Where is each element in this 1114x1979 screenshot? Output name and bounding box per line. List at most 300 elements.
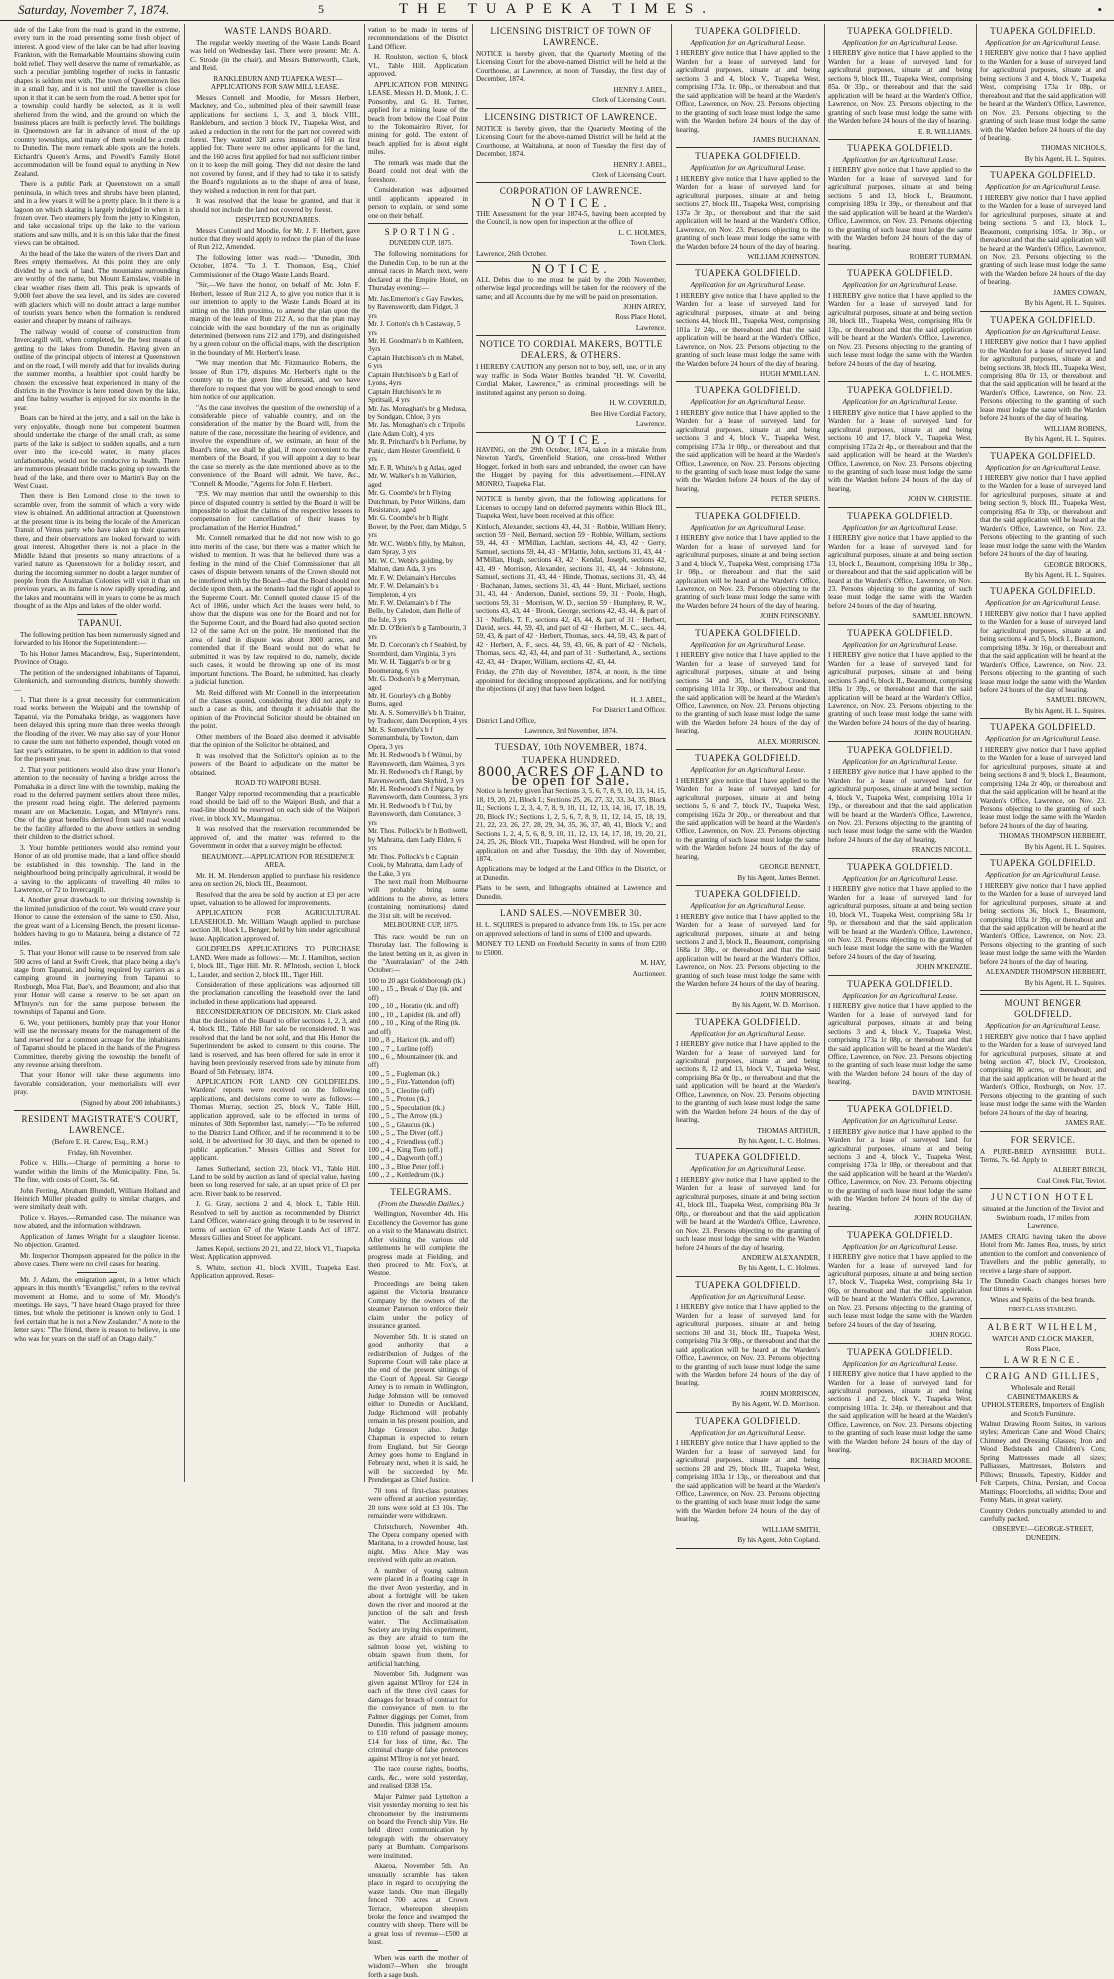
column-rule [472,24,473,1482]
notice-signature: JOHN ROUGHAN. [914,729,972,738]
notice-body-start: I HEREBY give notice that I have applied to the Warden for a lease of surveyed land for agricultural purposes, situate at and [676,534,820,560]
notice-body-details: being sections 36, block I., Beaumont, comprising 103a 1r 39p, or thereabout [980,907,1106,924]
notice-body [676,651,820,736]
divider [828,1100,972,1101]
notice-signature: FRANCIS NICOLL. [911,846,972,855]
signature: (Signed by about 200 inhabitants.) [80,1098,180,1107]
notice-subheading: Application for an Agricultural Lease. [690,1164,806,1174]
betting-entry: 100 ,, 4 ,, Friendless (off.) [368,1137,443,1146]
notice-signature: DAVID M'INTOSH. [912,1088,972,1097]
column-rule [364,24,365,1482]
notice-heading: TUAPEKA GOLDFIELD. [990,722,1096,733]
notice-body-end: and that the said application will be heard at the Warden's Office, Lawrence, on Nov. 23. Persons objecting to the granting of such lease must lodge the same with the Warden before 24 hours of the day of hearing. [980,91,1106,142]
heading-cordial: NOTICE TO CORDIAL MAKERS, BOTTLE DEALERS, & OTHERS. [479,339,663,361]
notice-label: NOTICE. [531,431,611,447]
signature: Auctioneer. [632,969,666,978]
notice-heading: TUAPEKA GOLDFIELD. [847,26,953,36]
lease-notice [676,151,820,265]
betting-entry: 100 ,, 10 ,, King of the Ring (tk. and off) [368,1019,461,1036]
betting-entry: 100 ,, 15 ,, Break o' Day (tk. and off) [368,985,462,1002]
notice-signature: SAMUEL BROWN, [1046,696,1106,705]
notice-subheading: Application for an Agricultural Lease. [985,182,1101,192]
notice-body-start: I HEREBY give notice that I have applied to the Warden for a lease of surveyed land for agricultural purposes, situate at and [676,776,820,802]
lease-notice [676,628,820,750]
signature: L. C. HOLMES, [618,228,666,237]
lease-notice [828,1104,972,1226]
article-paragraph: It was resolved that the reservation recommended be approved of, and the matter was referred to the Government in order that a survey might be effected. [190,825,360,851]
notice-body-end: and that the said application will be heard at the Warden's Office, Lawrence, on Nov. 23. Persons objecting to the granting of such lease must lodge the same with the Warden before 24 hours of the day of hearing. [980,643,1107,694]
notice-body: The Dunedin Coach changes horses here four times a week. [980,1277,1106,1294]
notice-body [676,292,820,368]
address: OBSERVE!—GEORGE-STREET, DUNEDIN. [992,1525,1094,1542]
notice-body-end: and that the said application will be heard at the Warden's Office, Lawrence, on Nov. 23. Persons objecting to the granting of such lease must lodge the same with the Warden before 24 hours of the day of hearing. [828,200,973,251]
subheading: (From the Dunedin Dailies.) [378,1198,464,1208]
betting-entry: 100 to 20 agst Goldsborough (tk.) [368,976,466,985]
newspaper-title: THE TUAPEKA TIMES. [398,1,716,17]
notice-signature: ROBERT TURMAN. [909,252,972,261]
notice-body-end: and that the said application will be heard at the Warden's Office, Lawrence, on Nov. 23. Persons objecting to the granting of such lease must lodge the same with the Warden before 24 hours of the day of hearing. [828,568,972,610]
betting-entry: 100 ,, 4 ,, King Tom (off.) [368,1146,443,1154]
notice-body-end: and that the said application will be heard at the Warden's Office, Lawrence, on Nov. 23. Persons objecting to the granting of such lease must lodge the same with the Warden before 24 hours of the day of hearing. [676,208,821,251]
notice-body-end: and that the said application will be heard at the Warden's Office, Lawrence, on Nov. 23. Persons objecting to the granting of such lease must lodge the same with the Warden before 24 hours of the day of hearing. [828,919,972,961]
notice-body [828,49,972,125]
signature: H. W. COVERILD, [609,399,666,408]
notice-agent: By his Agent, L. C. Holmes. [738,1137,820,1146]
notice-body [676,49,820,134]
lease-notice [828,1230,972,1344]
notice-body-start: I HEREBY give notice that I have applied to the Warden for a lease of surveyed land for agricultural purposes, situate at and [676,651,820,677]
divider [980,1367,1106,1368]
article-paragraph: November 5th. It is stated on good authority that a redistribution of Judges of the Supreme Court will take place at the end of the present sittings of the Court of Appeal. Sir George Arney is to remain in Wellington, Judge Johnston will be removed either to Dunedin or Auckland, Judge Richmond will probably remain in his present position, and Judge Gresson also. Judge Chapman is expected to return from England, but Sir George Arney goes home to England in February next, when it is said, he will be succeeded by Mr. Prendergast as Chief Justice. [368,1332,468,1485]
signature: HENRY J. ABEL, [613,85,666,94]
notice-signature: WILLIAM JOHNSTON. [747,252,820,261]
notice-body [676,777,820,862]
notice-subheading: Application for an Agricultural Lease. [842,990,958,1000]
notice-body-start: I HEREBY give notice that I have applied to the Warden for a lease of surveyed land for agricultural purposes, situate at and [828,651,972,677]
notice-agent: By his Agent, James Bennet. [737,873,820,882]
notice-heading: TUAPEKA GOLDFIELD. [695,510,801,521]
notice-body-end: and that the said application will be heard at the Warden's Office, Lawrence, on Nov. 23. Persons objecting to the granting of such lease must lodge the same with the Warden before 24 hours of the day of hearing. [828,83,972,126]
notice-subheading: Application for an Agricultural Lease. [690,1028,806,1038]
column-3 [368,26,469,1979]
heading-watchmaker: ALBERT WILHELM, [987,1321,1099,1332]
heading-licensing-town: LICENSING DISTRICT OF TOWN OF LAWRENCE. [490,26,652,47]
divider [828,624,972,625]
notice-agent: By his Agent, H. L. Squires. [1024,706,1106,715]
notice-signature: THOMAS NICHOLS, [1040,144,1106,153]
article-paragraph: Ranger Valpy reported recommending that a practicable road should be laid off to the Waipori Bush, and that a road-line should be reserved on each side of the Waipori river, in block XV., Maungatua. [190,789,360,823]
notice-subheading: Application for an Agricultural Lease. [842,1241,958,1251]
notice-subheading: Application for an Agricultural Lease. [690,397,806,407]
divider [476,904,666,905]
notice-body-end: and that the said application will be heard at the Warden's Office, Lawrence, on Nov. 23. Persons objecting to the granting of such lease must lodge the same with the Warden before 24 hours of the day of hearing. [980,915,1106,966]
notice-body-details: being section 41, block III., Tuapeka West, comprising 80a 3r 08p., or thereabout [676,1192,821,1218]
notice-body-start: I HEREBY give notice that I have applied to the Warden for a lease of surveyed land for agricultural purposes, situate at and [980,881,1106,907]
notice-date: District Land Office, [476,716,536,725]
notice-body-start: I HEREBY give notice that I have applied to the Warden for a lease of surveyed land for agricultural purposes, situate at and [676,174,820,200]
notice-body [676,1439,820,1524]
issue-date: Saturday, November 7, 1874. [18,2,170,17]
article-paragraph: Other members of the Board also deemed it advisable that the opinion of the Solicitor be obtained, and [190,732,360,750]
notice-body-start: I HEREBY give notice that I have applied to the Warden for a lease of surveyed land for agricultural purposes, situate at and [828,166,972,192]
subheading: RANKLEBURN AND TUAPEKA WEST—APPLICATIONS FOR SAW MILL LEASE. [210,74,343,92]
nomination-entry: Mr. G. Coombe's br h Flying Dutchman, by Peter Wilkins, dam Resistance, aged [368,489,466,515]
nomination-entry: Mr. J. Cotton's ch h Castaway, 5 yrs [368,320,461,337]
betting-list [368,977,468,1180]
notice-heading: TUAPEKA GOLDFIELD. [847,627,953,638]
notice-body: Friday, the 27th day of November, 1874, at noon, is the time appointed for deciding unopposed applications, and for notifying the objections (if any) that have been lodged. [476,668,666,694]
notice-body-start: I HEREBY give notice that I have applied to the Warden for a lease of surveyed land for agricultural purposes, situate at and [828,1127,972,1153]
divider [476,182,666,183]
notice-body-details: being sections 38, block III., Tuapeka West, comprising 80a 0r 13, or thereabout [980,363,1106,380]
lease-notice [676,26,820,148]
notice-body [676,175,820,251]
notice-body-end: and that the said application will be heard at the Warden's Office, Lawrence, on Nov. 23. Persons objecting to the granting of such lease must lodge the same with the Warden before 24 hours of the day of hearing. [828,802,973,844]
notice-label: NOTICE. [531,195,611,211]
notice-signature: JOHN ROUGHAN. [914,1214,972,1223]
betting-entry: 100 ,, 2 ,, Kettledrum (tk.) [368,1171,444,1180]
heading-land-sales: LAND SALES.—NOVEMBER 30. [499,908,642,919]
notice-body-end: and that the said application will be heard at the Warden's Office, Lawrence, on Nov. 23. Persons objecting to the granting of such lease must lodge the same with the Warden before 24 hours of the day of hearing. [676,1337,821,1388]
notice-body-start: I HEREBY give notice that I have applied to the Warden for a lease of surveyed land for agricultural purposes, situate at and [828,1002,972,1028]
heading-rm-court: RESIDENT MAGISTRATE'S COURT, LAWRENCE. [21,1114,179,1136]
nomination-entry: Captain Hutchison's b g Earl of Lyons, 4yrs [368,370,459,388]
notice-body: HAVING, on the 29th October, 1874, taken in a mistake from Newton Yard's, Greenfield Station, one cross-bred Wether Hogget, forked in both ears and unbranded, the owner can have the Hogget by paying for this advertisement.—FINLAY MONRO, Tuapeka Flat. [476,445,666,488]
notice-agent: By his Agent, H. L. Squires. [1024,154,1106,163]
notice-body: Wines and Spirits of the best brands. [990,1295,1096,1304]
divider [828,741,972,742]
divider [676,381,820,382]
article-paragraph: The following nominations for the Dunedin Cup, to be run at the annual races in March next, were declared at the Empire Hotel, on Thursday evening:— [368,250,468,293]
lease-notice [980,722,1106,855]
signature: Lawrence. [635,420,666,429]
notice-heading: TUAPEKA GOLDFIELD. [847,744,953,755]
notice-body [676,1303,820,1388]
article-paragraph: 70 tons of first-class potatoes were offered at auction yesterday. 20 tons were sold at £3 10s. The remainder were withdrawn. [368,1486,468,1521]
article-paragraph: vation to be made in terms of recommendations of the District Land Officer. [368,26,468,51]
article-paragraph: A number of young salmon were placed in a floating cage in the river Avon yesterday, and in about a fortnight will be taken down the river and moored at the junction of the salt and fresh water. The Acclimatisation Society are trying this experiment, as they are afraid to turn the salmon loose yet, wishing to obtain spawn from them, for artificial hatching. [368,1566,468,1668]
notice-agent: By his Agent, John Copland. [737,1536,820,1545]
article-paragraph: That your Honor will take these arguments into favorable consideration, your memorialists will ever pray. [14,1071,180,1097]
notice-subheading: Application for an Agricultural Lease. [690,163,806,173]
notice-signature: GEORGE BENNET, [759,863,820,872]
notice-heading: TUAPEKA GOLDFIELD. [695,627,801,638]
notice-body-end: and that the said application will be heard at the Warden's Office, Lawrence, on Nov. 23. Persons objecting to the granting of such lease must lodge the same with the Warden before 24 hours of the day of hearing. [676,1473,821,1524]
article-paragraph: At the head of the lake the waters of the rivers Dart and Rees empty themselves. At this point they are only divided by a neck of land. The mountains surrounding are worthy of the name, but Mount Earnslaw, visible in clear weather rises them all. This peak is upwards of 9,000 feet above the sea level, and its sides are covered with glaciers which will no doubt attract a large number of tourists years hence when the formation is rendered easier and cheaper by means of railways. [14,249,180,326]
notice-body [980,882,1106,967]
article-paragraph: When was earth the mother of wisdom?—When she brought forth a sage bush. [368,1953,468,1979]
article-paragraph: Christchurch, November 4th. The Opera company opened with Maritana, to a crowded house, last night. Miss Alice May was received with quite an ovation. [368,1522,468,1565]
nominations-list [368,295,468,878]
divider [476,108,666,109]
notice-body-end: and that the said application will be heard at the Warden's Office, Lawrence, on Nov. 23. Persons objecting to the granting of such lease must lodge the same with the Warden before 24 hours of the day of hearing. [828,1161,972,1212]
article-paragraph: 1. That there is a great necessity for communication road works between the Waipahi and the township of Tapanui, via the Pomahaka bridge, as waggoners have been delayed this spring more than three weeks through the flooding of the river. We may also say of your Honor to cause the sum not hitherto expended, though voted on last year's estimates, to be spent in addition to that voted for the present year. [14,695,180,764]
notice-body-details: being sections 28 and 29, block III., Tuapeka West, comprising 103a 1r 13p., or thereabout [676,1456,821,1482]
notice-heading: TUAPEKA GOLDFIELD. [847,1229,953,1240]
notice-body [828,651,972,727]
lease-notice [828,385,972,507]
notice-body [676,534,820,610]
notice-body-start: I HEREBY give notice that I have applied to the Warden for a lease of surveyed land for agricultural purposes, situate at and [980,338,1106,364]
column-rule [976,24,977,1482]
notice-body-start: I HEREBY give notice that I have applied to the Warden for a lease of surveyed land for agricultural purposes, situate at and [676,408,820,434]
notice-body-end: and that the said application will be heard at the Warden's Office, Lawrence, on Nov. 23. Persons objecting to the granting of such lease must lodge the same with the Warden before 24 hours of the day of hearing. [676,325,821,368]
column-rule [671,24,672,1482]
nomination-entry: Mr. H. Redwood's ch f Rangi, by Ravensworth, dam Skybird, 3 yrs [368,768,465,785]
notice-body-details: being sections 3 and 4, block V., Tuapeka West, comprising 173a 1r 08p., or thereabout [676,425,821,451]
heading-service: FOR SERVICE. [1010,1134,1076,1145]
article-paragraph: Messrs Connell and Moodie, for Messrs Herbert, Mackney, and Co., submitted plea of their sawmill lease applications for sections 1, 3, and 3, block VIII., Rankleburn, and section 3 block IV., Tuapeka West, and asked a reduction in the rent for the part not covered with forest. They wanted 320 acres instead of 160 as first applied for. There were no other applicants for the land, and the 160 acres first applied for had not sufficient timber on it to keep the mill going. They did not desire the land not covered by forest, and if they had to take it to satisfy the Board's regulations as to the shape of area of lease, they wished a reduction in rent for that part. [190,93,360,195]
article-paragraph: The following petition has been numerously signed and forwarded to his Honor the Superintendent:— [14,630,180,648]
divider [828,1226,972,1227]
notice-subheading: Application for an Agricultural Lease. [690,1291,806,1301]
notice-signature: JOHN W. CHRISTIE. [908,495,972,504]
notice-body-end: and that the said application will be heard at the Warden's Office, Lawrence, on Nov. 23. Persons objecting to the granting of such lease must lodge the same with the Warden before 24 hours of the day of hearing. [676,1073,820,1125]
article-paragraph: APPLICATION FOR AGRICULTURAL LEASEHOLD. Mr. William Waugh applied to purchase section 38, block I., Benger, held by him under agricultural lease. Application approved of. [190,909,360,943]
page-number: 5 [318,2,324,16]
article-paragraph: "Sir,—We have the honor, on behalf of Mr. John F. Herbert, lessee of Run 212 A, to give you notice that it is our intention to apply to the Waste Lands Board at its sitting on the 18th proximo, to amend the plan upon the margin of the lease of Run 212 A, so that the plan may coincide with the east boundary of the run as originally determined (between runs 212 and 179), and distinguished by a green colour on the official maps, with the description in the boundary of Mr. Herbert's lease. [190,281,360,357]
notice-body-start: I HEREBY give notice that I have applied to the Warden for a lease of surveyed land for agricultural purposes, situate at and [828,1253,972,1279]
signature: HENRY J. ABEL, [613,160,666,169]
notice-heading: TUAPEKA GOLDFIELD. [695,1415,801,1426]
subheading: BEAUMONT.—APPLICATION FOR RESIDENCE AREA. [201,852,355,870]
notice-body-details: being sections 5 and 13, block I., Beaumont, comprising 105a. 1r 36p., or thereabout [980,219,1106,245]
notice-body [676,409,820,494]
subheading: LAWRENCE. [1003,1354,1083,1365]
notice-heading: TUAPEKA GOLDFIELD. [990,450,1096,461]
lease-notice [828,26,972,140]
heading-sporting: SPORTING. [384,226,458,237]
corner-bullet: • [1097,2,1102,17]
heading-craig-gillies: CRAIG AND GILLIES, [985,1371,1101,1382]
notice-body-details: being sections 9, block III., Tuapeka West, comprising 85a. 0r 33p., or thereabout [828,66,973,92]
article-paragraph: J. G. Gray, sections 2 and 4, block I., Table Hill. Resolved to sell by auction as recommended by District Land Officer, water-race going through it to be reserved in terms of section 67 of the Waste Lands Act of 1872. Messrs Gillies and Street for applicant. [190,1200,360,1243]
notice-subheading: Application for an Agricultural Lease. [690,1427,806,1437]
notice-agent: By his Agent, H. L. Squires. [1024,978,1106,987]
divider [676,1013,820,1014]
notice-heading: TUAPEKA GOLDFIELD. [990,314,1096,325]
article-paragraph: Boats can be hired at the jetty, and a sail on the lake is very enjoyable, though none but competent boatmen should undertake the charge of the small craft, as some parts of the lake is subject to sudden squalls, and a turn over into the ice-cold water, in many places unfathomable, would not be conducive to health. There are numerous pleasant bridle tracks going up towards the head of the lake, and there over to Martin's Bay on the West Coast. [14,414,180,491]
nomination-entry: Mr. G. Coombe's br h Right Bower, by the Peer, dam Midge, 5 yrs [368,514,467,540]
article-paragraph: Wellington, November 4th. His Excellency the Governor has gone on a visit to the Manawatu district. After visiting the various old settlements he will complete the progress made at Fielding, and then proceed to Mr. Fox's, at Westoe. [368,1210,469,1278]
lease-notice [828,628,972,742]
notice-body-details: being sections 3 and 4, block V., Tuapeka West, comprising 173a. 1r. 08p., or thereabout [676,66,821,92]
article-paragraph: Application of James Wright for a slaughter license. No objection. Granted. [14,1232,180,1250]
notice-body-end: and that the said application will be heard at the Warden's Office, Lawrence, on Nov. 23. Persons objecting to the granting of such lease must lodge the same with the Warden before 24 hours of the day of hearing. [676,442,821,493]
notice-heading: TUAPEKA GOLDFIELD. [847,978,953,989]
article-paragraph: The petition of the undersigned inhabitants of Tapanui, Glenkenich, and surrounding districts, humbly showeth:— [14,668,180,694]
heading-tapanui: TAPANUI. [77,617,123,628]
betting-entry: 100 ,, 5 ,, Glaucus (tk.) [368,1120,435,1129]
lease-notice [828,143,972,265]
subheading: Friday, 6th November. [67,1148,133,1157]
subheading: Ross Place, [1025,1344,1061,1354]
article-paragraph: APPLICATION FOR LAND ON GOLDFIELDS. Wardens' reports were received on the following applications, and decisions come to were as follows:— Thomas Murray, section 25, block V., Table Hill, application approved, sale to be effected in terms of minutes of 30th September last, namely:—"To be referred to the District Land Officer, and if he recommend it to be sold, it be advertised for 30 days, and then be opened to public application." Messrs Gillies and Street for applicant. [190,1078,360,1163]
divider [828,858,972,859]
notice-body: I HEREBY CAUTION any person not to buy, sell, use, or in any way traffic in Soda Water Bottles branded "H. W. Coverild, Cordial Maker, Lawrence," as criminal proceedings will be instituted against any person so doing. [476,363,666,397]
lease-notice [828,862,972,976]
notice-body-details: being sections 3 and 4, block V., Tuapeka West, comprising 173a 1r 08p, or thereabout [828,1019,973,1045]
betting-entry: 100 ,, 6 ,, Mountaineer (tk. and off) [368,1053,458,1070]
notice-signature: RICHARD MOORE. [910,1456,972,1465]
nomination-entry: Mr. Thos. Pollock's br h Bothwell, by Mahratta, dam Lady Elden, 6 yrs [368,827,467,853]
signature: Lawrence. [635,323,666,332]
lease-notice [676,1280,820,1413]
divider [828,139,972,140]
notice-agent: By his Agent, H. L. Squires. [1024,299,1106,308]
signature: M. HAY, [640,959,666,968]
signature: For District Land Officer. [592,706,666,715]
notice-heading: TUAPEKA GOLDFIELD. [847,268,953,279]
notice-body [980,746,1106,831]
nomination-entry: Mr. Thos. Pollock's b c Captain Cook, by Mahratta, dam Lady of the Lake, 3 yrs [368,852,463,878]
divider [77,614,117,615]
lease-notice [676,511,820,625]
article-paragraph: Mr. Inspector Thompson appeared for the police in the above cases. There were no civil cases for hearing. [14,1251,180,1269]
article-paragraph: November 5th. Judgment was given against M'Ilroy for £24 in each of the three civil cases for damages for breach of contract for the conveyance of men to the Palmer diggings per Comet, from Dunedin. This judgment amounts to £10 refund of passage money, £14 for loss of time, &c. The criminal charge of false pretences against M'Ilroy is not yet heard. [368,1670,468,1763]
notice-signature: JAMES BUCHANAN. [752,135,820,144]
notice-body-start: I HEREBY give notice that I have applied to the Warden for a lease of surveyed land for agricultural purposes, situate at and [980,474,1106,499]
notice-signature: E. R. WILLIAMS. [918,127,972,136]
notice-subheading: Application for an Agricultural Lease. [690,280,806,290]
notice-body [676,1176,820,1252]
notice-heading: TUAPEKA GOLDFIELD. [847,1104,953,1115]
nomination-entry: Mr. D. O'Brien's b g Tambourin, 3 yrs [368,624,467,641]
notice-body-end: and that the said application will be heard at the Warden's Office, Lawrence, on Nov. 23. Persons objecting to the granting of such lease must lodge the same with the Warden before 24 hours of the day of hearing. [828,1286,973,1329]
article-paragraph: "P.S. We may mention that until the ownership to this piece of disputed country is settled by the Board it will be impossible to adjust the claims of the respective lessees to compensation for cancellation of their leases by proclamation of the Herriot Hundred." [190,490,360,532]
betting-entry: 100 ,, 5 ,, Fugleman (tk.) [368,1069,440,1078]
notice-body: JAMES CRAIG having taken the above Hotel from Mr. James Rea, trusts, by strict attention to the comfort and convenience of Travellers and the public generally, to receive a large share of support. [980,1232,1106,1275]
nomination-entry: Mr. F. W. Delamain's b f The Belle, by Caledon, dam Belle of the Isle, 3 yrs [368,599,461,624]
divider [676,749,820,750]
notice-body: MONEY TO LEND on Freehold Security in sums of from £200 to £5000. [476,940,666,957]
notice-subheading: Application for an Agricultural Lease. [842,873,958,883]
divider [676,507,820,508]
betting-entry: 100 ,, 10 ,, Lapidist (tk. and off) [368,1010,461,1019]
notice-body-details: being sections 3 and 4, block V., Tuapeka West, comprising 173a 1r 08p, or thereabout [980,74,1106,100]
notice-body-details: being sections 8, 12 and 13, block V., Tuapeka West, comprising 86a 0r 0p., or thereabout [676,1056,821,1082]
subheading: Wholesale and Retail CABINETMAKERS & UPHOLSTERERS, Importers of English and Scotch Furniture. [981,1383,1105,1418]
article-paragraph: James Sutherland, section 23, block VI., Table Hill. Land to be sold by auction as land of special value, having been so long reserved for sale, at an upset price of £3 per acre. River bank to be reserved. [190,1164,360,1198]
notice-body: Notice is hereby given that Sections 3, 5, 6, 7, 8, 9, 10, 13, 14, 15, 18, 19, 20, 21, Block I.; Sections 25, 26, 27, 32, 33, 34, 35, Block II.; Sections 1, 2, 3, 4, 7, 8, 9, 10, 11, 12, 13, 14, 16, 17, 18, 19, 20, Block IV.; Sections 1, 2, 5, 6, 7, 8, 9, 11, 12, 14, 15, 18, 19, 21, 22, 23, 26, 27, 28, 29, 34, 35, 36, 37, 40, 41, Block V.; and Sections 1, 2, 4, 5, 6, 8, 9, 10, 11, 12, 13, 14, 17, 18, 19, 20, 21, 24, 25, 26, Block VII., Tuapeka West Hundred, will be open for application on and after Tuesday, the 10th day of November, 1874. [476,787,666,863]
divider [77,1272,117,1273]
notice-subheading: Application for an Agricultural Lease. [690,639,806,649]
notice-body [676,1040,820,1125]
nomination-entry: Captain Hutchison's br m Spritsail, 4 yrs [368,387,441,405]
notice-body: Country Orders punctually attended to and carefully packed. [980,1506,1106,1523]
heading-date: TUESDAY, 10th NOVEMBER, 1874. [494,742,648,753]
notice-body-start: I HEREBY give notice that I have applied to the Warden for a lease of surveyed land for agricultural purposes, situate at and [676,912,820,938]
notice-body-start: I HEREBY give notice that I have applied to the Warden for a lease of surveyed land for agricultural purposes, situate at and [980,193,1106,219]
notice-agent: By his Agent, L. C. Holmes. [738,1264,820,1273]
notice-body-details: being sections 4 and 5, block I., Beaumont, comprising 189a. 3r 16p, or thereabout [980,635,1106,652]
divider [676,1276,820,1277]
notice-body [828,1128,972,1213]
notice-subheading: Application for an Agricultural Lease. [842,1358,958,1368]
notice-signature: SAMUEL BROWN. [912,612,972,621]
notice-subheading: Application for an Agricultural Lease. [985,598,1101,608]
heading-telegrams: TELEGRAMS. [390,1186,452,1197]
article-paragraph: Mr. H. M. Henderson applied to purchase his residence area on section 26, block III., Beaumont. [190,871,360,889]
notice-agent: By his Agent, H. L. Squires. [1024,435,1106,444]
signature: Clerk of Licensing Court. [592,96,666,105]
notice-body: THE Assessment for the year 1874-5, having been accepted by the Council, is now open for inspection at the office of [476,209,666,227]
notice-signature: PETER SPIERS. [770,495,820,504]
notice-body: H. L. SQUIRES is prepared to advance from 10s. to 15s. per acre on approved selections of land in sums of £100 and upwards. [476,921,666,938]
notice-heading: TUAPEKA GOLDFIELD. [847,861,953,872]
article-paragraph: James Kepol, sections 20 21, and 22, block VI., Tuapeka West. Application approved. [190,1244,360,1262]
notice-signature: GEORGE BROOKS, [1044,560,1106,569]
notice-list: Kinloch, Alexander, sections 43, 44, 31 · Robbie, William Henry, section 59 · Neil, Bernard, section 59 · Robbie, William, sections 59, 44, 43 · M'Millan, Lachlan, sections 44, 43, 42 · Gerry, Samuel, sections 59, 44, 43 · M'Hattie, John, sections 31, 43, 44 · M'Millan, Hugh, sections 43, 42 · Kendal, Joseph, sections 42, 43, 49 · Morrison, Alexander, sections 31, 43, 44 · Johnstone, Samuel, sections 31, 43, 44 · Hinde, Thomas, sections 31, 43, 44 · Buchanan, James, sections 31, 43, 44 · Hunt, Michael, sections 31, 43, 44 · Anderson, Daniel, sections 59, 31 · Poole, Hugh, sections 59, 31 · Morrison, W. D., section 59 · Humphrey, R. W., sections 43, 43, 44 · Brook, George, sections 42, 43, 44, & part of 31 · Nuffels, T. F., sections 42, 43, 44, & part of 31 · Herbert, David, secs. 44, 59, 43, and part of 42 · Herbert, M. C., secs. 44, 59, 43, & part of 42 · Herbert, Thomas, secs. 44, 59, 43, & part of 42 · Herbert, A. F., secs. 44, 59, 43, 66, & part of 42 · Nichols, Thomas, secs. 42, 43, 44, and part of 31 · Sutherland, A., sections 42, 43, 44 · Draper, William, sections 42, 43, 44. [476,522,666,666]
notice-agent: By his Agent, W. D. Morrison. [731,1400,820,1409]
article-paragraph: Akaroa, November 5th. An unusually scramble has taken place in regard to occupying the waste lands. One man illegally fenced 700 acres at Crown Terrace, whereupon sheepists broke the fence and swamped the country with sheep. There will be a great loss of revenue—£500 at least. [368,1862,468,1947]
article-paragraph: RECONSIDERATION OF DECISION. Mr. Clark asked that the decision of the Board to offer sections 1, 2, 3, and 4, block III., Table Hill for sale be reconsidered. It was resolved that the land be not sold, and that His Honor the Superintendent be asked to consent to this course. The land is reserved, and has been offered for sale in error it having been previously reserved from sale by minute from Board of 5th February, 1874. [190,1008,360,1076]
notice-agent: By his Agent, H. L. Squires. [1024,842,1106,851]
notice-body-end: and that the said application will be heard at the Warden's Office, Lawrence, on Nov. 23. Persons objecting to the granting of such lease must lodge the same with the Warden before 24 hours of the day of hearing. [676,568,821,610]
divider [828,1468,972,1469]
divider [980,990,1106,991]
notice-signature: THOMAS ARTHUR, [757,1126,820,1135]
notice-label: NOTICE. [531,261,611,277]
divider [980,311,1106,312]
notice-heading: TUAPEKA GOLDFIELD. [990,858,1096,869]
notice-heading: TUAPEKA GOLDFIELD. [695,268,801,279]
article-paragraph: To his Honor James Macandrew, Esq., Superintendent, Province of Otago. [14,649,180,667]
hundred-headline: 8000 ACRES OF LAND to be open for Sale. [477,764,665,789]
article-paragraph: side of the Lake from the road is grand in the extreme, every turn in the road presenting some fresh object of interest. A good view of the lake can be had after leaving Frankton, with the Remarkable Mountains showing cutin bold relief. They well deserve the name of remarkable, as such a peculiar jumbling together of rocks in fantastic shapes is seldom met with. The town of Queenstown lies in a small bay, and it is not until the traveller is close upon it that it can be seen from the road. A better spot for a township could hardly be selected, as it is well sheltered from the wind, and the ground on which the business places are built is perfectly level. The buildings in Queenstown are far in advance of most of the up country townships, and many of them would be a credit to Dunedin. The more remark able spots are the hotels. Eichardt's Queen's Arms, and Powell's Family Hotel accommodation will be found equal to anything in New Zealand. [14,26,180,178]
notice-body-start: I HEREBY give notice that I have applied to the Warden for a lease of surveyed land for agricultural purposes, situate at and [676,1040,820,1065]
lease-notice [828,511,972,625]
notice-body-start: I HEREBY give notice that I have applied to the Warden for a lease of surveyed land for agricultural purposes, situate at and [676,1175,820,1201]
notice-body-start: I HEREBY give notice that I have applied to the Warden for a lease of surveyed land for agricultural purposes, situate at and [828,291,972,317]
nomination-entry: Mr. G. Dodson's b g Merryman, aged [368,675,460,692]
notice-body: I HEREBY give notice that I have applied to the Warden for a lease of surveyed land for agricultural purposes, situate at and being section 47, block IV., Crookston, comprising 80 acres, or thereabout; and that the said application will be heard at the Warden's Office, Roxburgh, on Nov. 17. Persons objecting to the granting of such lease must lodge the same with the Warden before 24 hours of the day of hearing. [980,1032,1106,1117]
article-paragraph: APPLICATION FOR MINING LEASE. Messrs H. D. Monk, J. C. Ponsonby, and G. H. Turner, applied for a mining lease of the beach from below the Coal Point to the Tokomairiro River, for mining for gold. The extent of beach applied for is about eight miles. [368,80,468,157]
notice-body: ALL Debts due to me must be paid by the 20th November, otherwise legal proceedings will be taken for the recovery of the same; and all Accounts due by me will be paid on presentation. [476,275,666,301]
notice-body: Applications may be lodged at the Land Office in the District, or at Dunedin. [476,865,666,882]
notice-date: Lawrence, 26th October. [476,249,548,258]
nomination-entry: Mr. A. S. Somerville's b h Traitor, by Traducer, dam Deception, 4 yrs [368,708,468,726]
article-paragraph: Mr. Reid differed with Mr Connell in the interpretation of the clauses quoted, considering they did not apply to such a case as this, and thought it advisable that the opinion of the Provincial Solicitor should be obtained on the point. [190,688,360,731]
notice-signature: JOHN MORRISON, [760,1389,820,1398]
article-paragraph: There is a public Park at Queenstown on a small peninsula, in which trees and shrubs have been planted, and in a few years it will be a pretty place. In it there is a lagoon on which skating is largely indulged in when it is frozen over. Two steamers ply from the jetty to Kingston, and take occasional trips up the lake to the various stations and saw mills, and it is on this lake that the finest views can be obtained. [14,180,180,248]
notice-body-start: I HEREBY give notice that I have applied to the Warden for a lease of surveyed land for agricultural purposes, situate at and [828,885,972,911]
notice-signature: THOMAS THOMPSON HERBERT, [999,832,1106,841]
column-4 [476,26,666,1480]
heading-corporation: CORPORATION OF LAWRENCE. [499,186,643,197]
divider [980,854,1106,855]
notice-subheading: Application for an Agricultural Lease. [842,38,958,47]
notice-body: NOTICE is hereby given, that the Quarterly Meeting of the Licensing Court for the above-named District will be held at the Courthouse, at Waitahuna, at noon of Tuesday the first day of December, 1874. [476,124,666,159]
betting-entry: 100 ,, 7 ,, Lurline (off) [368,1044,433,1053]
notice-body [676,913,820,989]
signature: Clerk of Licensing Court. [592,170,666,179]
notice-signature: JOHN ROGG. [929,1331,972,1340]
notice-body-start: I HEREBY give notice that I have applied to the Warden for a lease of surveyed land for agricultural purposes, situate at and [828,49,972,75]
notice-body-details: being section 17, block V., Tuapeka West, comprising 84a 1r 06p, or thereabout [828,1270,973,1295]
nomination-entry: Mr. W. C. Webb's golding, by Malton, dam Ada, 3 yrs [368,556,454,574]
divider [676,264,820,265]
notice-body-details: being section 13, block I., Beaumont, comprising 109a 1r 38p., or thereabout [828,551,973,577]
divider [980,582,1106,583]
notice-subheading: Application for an Agricultural Lease. [985,462,1101,472]
notice-body [980,49,1106,142]
notice-body-end: and that the said application will be heard at the Warden's Office, Lawrence, on Nov. 23. Persons objecting to the granting of such lease must lodge the same with the Warden before 24 hours of the day of hearing. [828,442,973,493]
notice-body-details: being sections 3 and 4, block V., Tuapeka West, comprising 173a 1r 08p, or thereabout [828,1144,973,1170]
article-paragraph: 5. That your Honor will cause to be reserved from sale 500 acres of land at Swift Creek, that place being a day's stage from Tapanui, and being required by carriers as a camping ground in journeying from Tapanui to Roxburgh, Moa Flat, Bae's, and Beaumont; and also that your Honor will cause a reserve to be set apart on M'Intyre's run for the same purpose between the townships of Tapanui and Gore. [14,949,180,1017]
notice-agent: By his Agent, W. D. Morrison. [731,1001,820,1010]
lease-notices [980,26,1106,991]
